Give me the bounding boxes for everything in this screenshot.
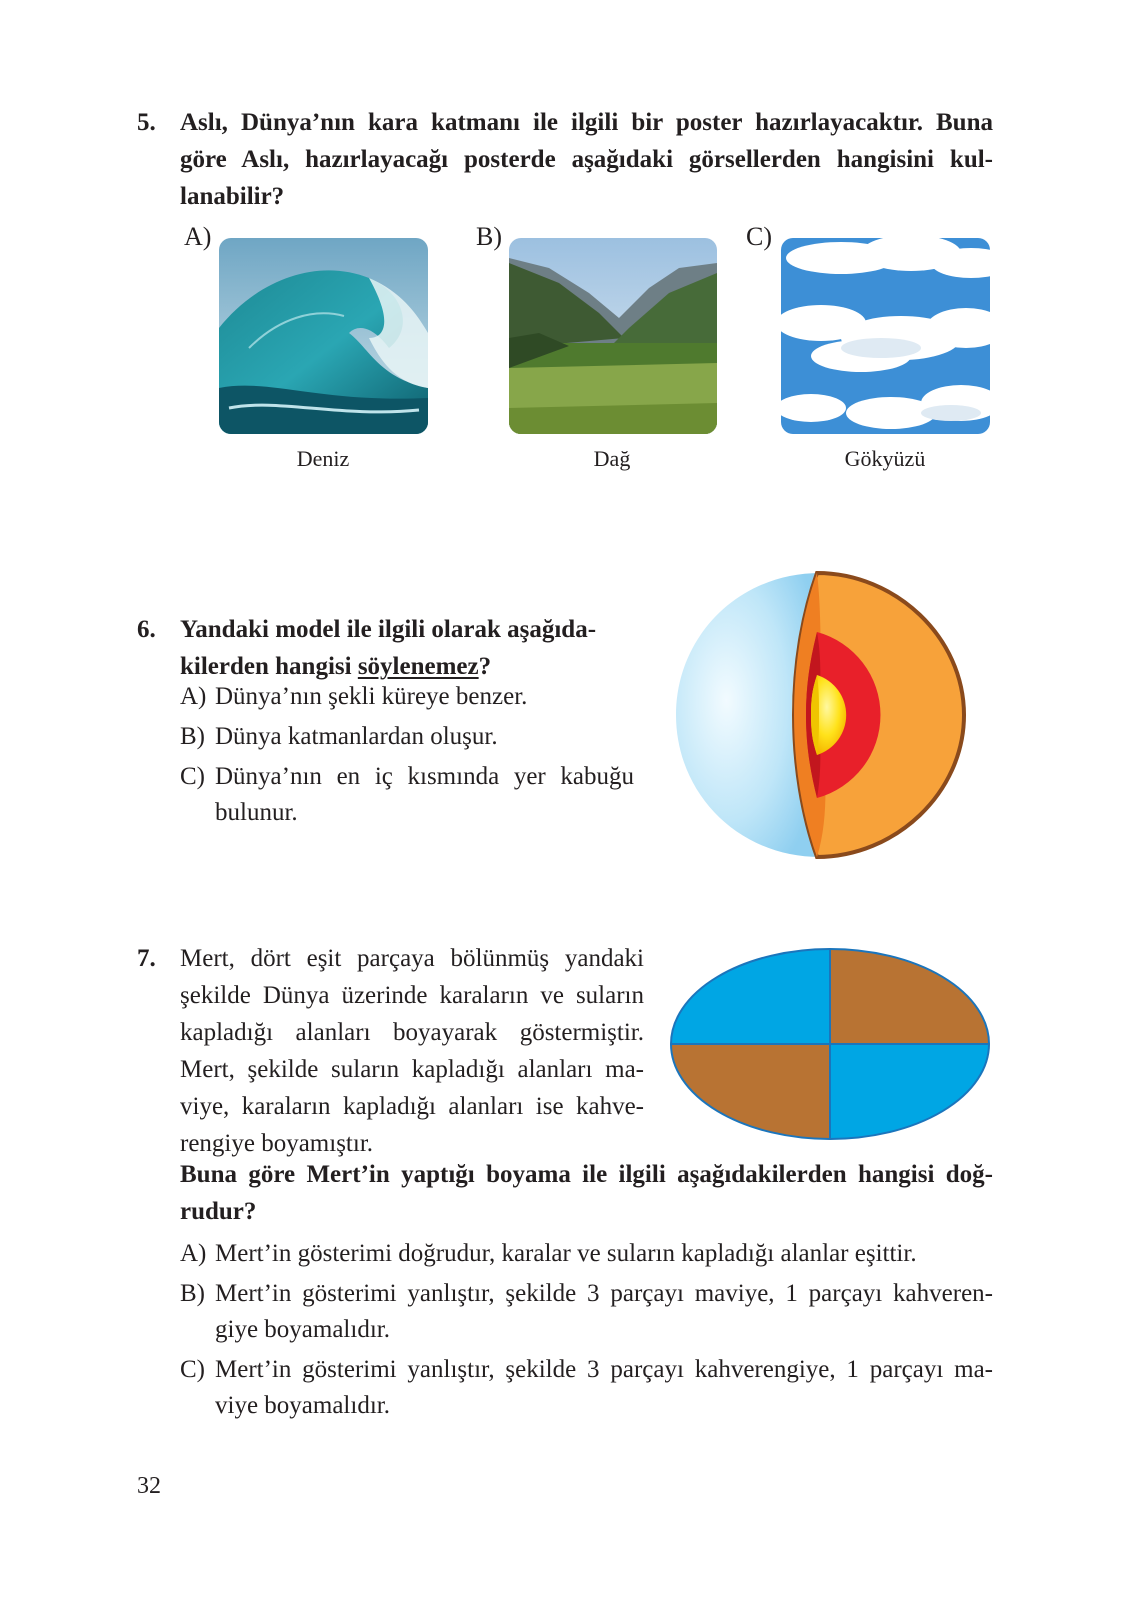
mountain-valley-image	[509, 238, 717, 434]
question-7-line-2: şekilde Dünya üzerinde karaların ve suların	[180, 982, 644, 1009]
q6-option-a[interactable]: A) Dünya’nın şekli küreye benzer.	[180, 683, 528, 710]
question-6-line-2: kilerden hangisi söylenemez?	[180, 653, 492, 680]
question-5-line-3: lanabilir?	[180, 183, 285, 210]
question-7-line-3: kapladığı alanları boyayarak göstermiştir.	[180, 1019, 644, 1046]
q6-option-c[interactable]: C) Dünya’nın en iç kısmında yer kabuğu bulunur.	[180, 763, 634, 826]
q5-option-b-letter: B)	[476, 222, 502, 251]
quadrant-bottom-right	[830, 1044, 992, 1143]
question-6-line-1: Yandaki model ile ilgili olarak aşağıda-	[180, 616, 597, 643]
question-7-prompt: Buna göre Mert’in yaptığı boyama ile ilgili aşağıdakilerden hangisi doğ- rudur?	[180, 1161, 993, 1225]
quadrant-top-right	[830, 945, 992, 1044]
question-6-number: 6.	[137, 616, 156, 643]
negative-keyword: söylenemez	[357, 653, 479, 680]
page-number: 32	[137, 1473, 161, 1499]
question-5-number: 5.	[137, 109, 156, 136]
quadrant-top-left	[668, 945, 830, 1044]
q5-option-c-letter: C)	[746, 222, 772, 251]
question-7-line-1: Mert, dört eşit parçaya bölünmüş yandaki	[180, 945, 644, 972]
q7-option-c[interactable]: C) Mert’in gösterimi yanlıştır, şekilde 3 parçayı kahverengiye, 1 parçayı ma- viye boyamalıdır.	[180, 1356, 993, 1419]
question-7-line-4: Mert, şekilde suların kapladığı alanları ma-	[180, 1056, 644, 1083]
q5-option-a-letter: A)	[184, 222, 212, 251]
question-5-line-1: Aslı, Dünya’nın kara katmanı ile ilgili bir poster hazırlayacaktır. Buna	[180, 109, 993, 136]
q5-option-a-caption: Deniz	[296, 446, 350, 471]
q7-option-b[interactable]: B) Mert’in gösterimi yanlıştır, şekilde 3 parçayı maviye, 1 parçayı kahveren- giye boyamalıdır.	[180, 1280, 993, 1343]
question-7-line-6: rengiye boyamıştır.	[180, 1130, 374, 1157]
question-7-line-5: viye, karaların kapladığı alanları ise kahve-	[180, 1093, 644, 1120]
q5-option-b-caption: Dağ	[593, 446, 631, 471]
quartered-ellipse	[668, 945, 992, 1143]
cloudy-sky-image	[781, 238, 990, 434]
quadrant-bottom-left	[668, 1044, 830, 1143]
q7-option-a[interactable]: A) Mert’in gösterimi doğrudur, karalar ve suların kapladığı alanlar eşittir.	[180, 1240, 917, 1267]
ocean-wave-image	[219, 238, 428, 434]
question-5-line-2: göre Aslı, hazırlayacağı posterde aşağıdaki görsellerden hangisini kul-	[180, 146, 993, 173]
earth-layers-model	[670, 565, 975, 865]
q6-option-b[interactable]: B) Dünya katmanlardan oluşur.	[180, 723, 498, 750]
question-7-number: 7.	[137, 945, 156, 972]
q5-option-c-caption: Gökyüzü	[844, 446, 926, 471]
